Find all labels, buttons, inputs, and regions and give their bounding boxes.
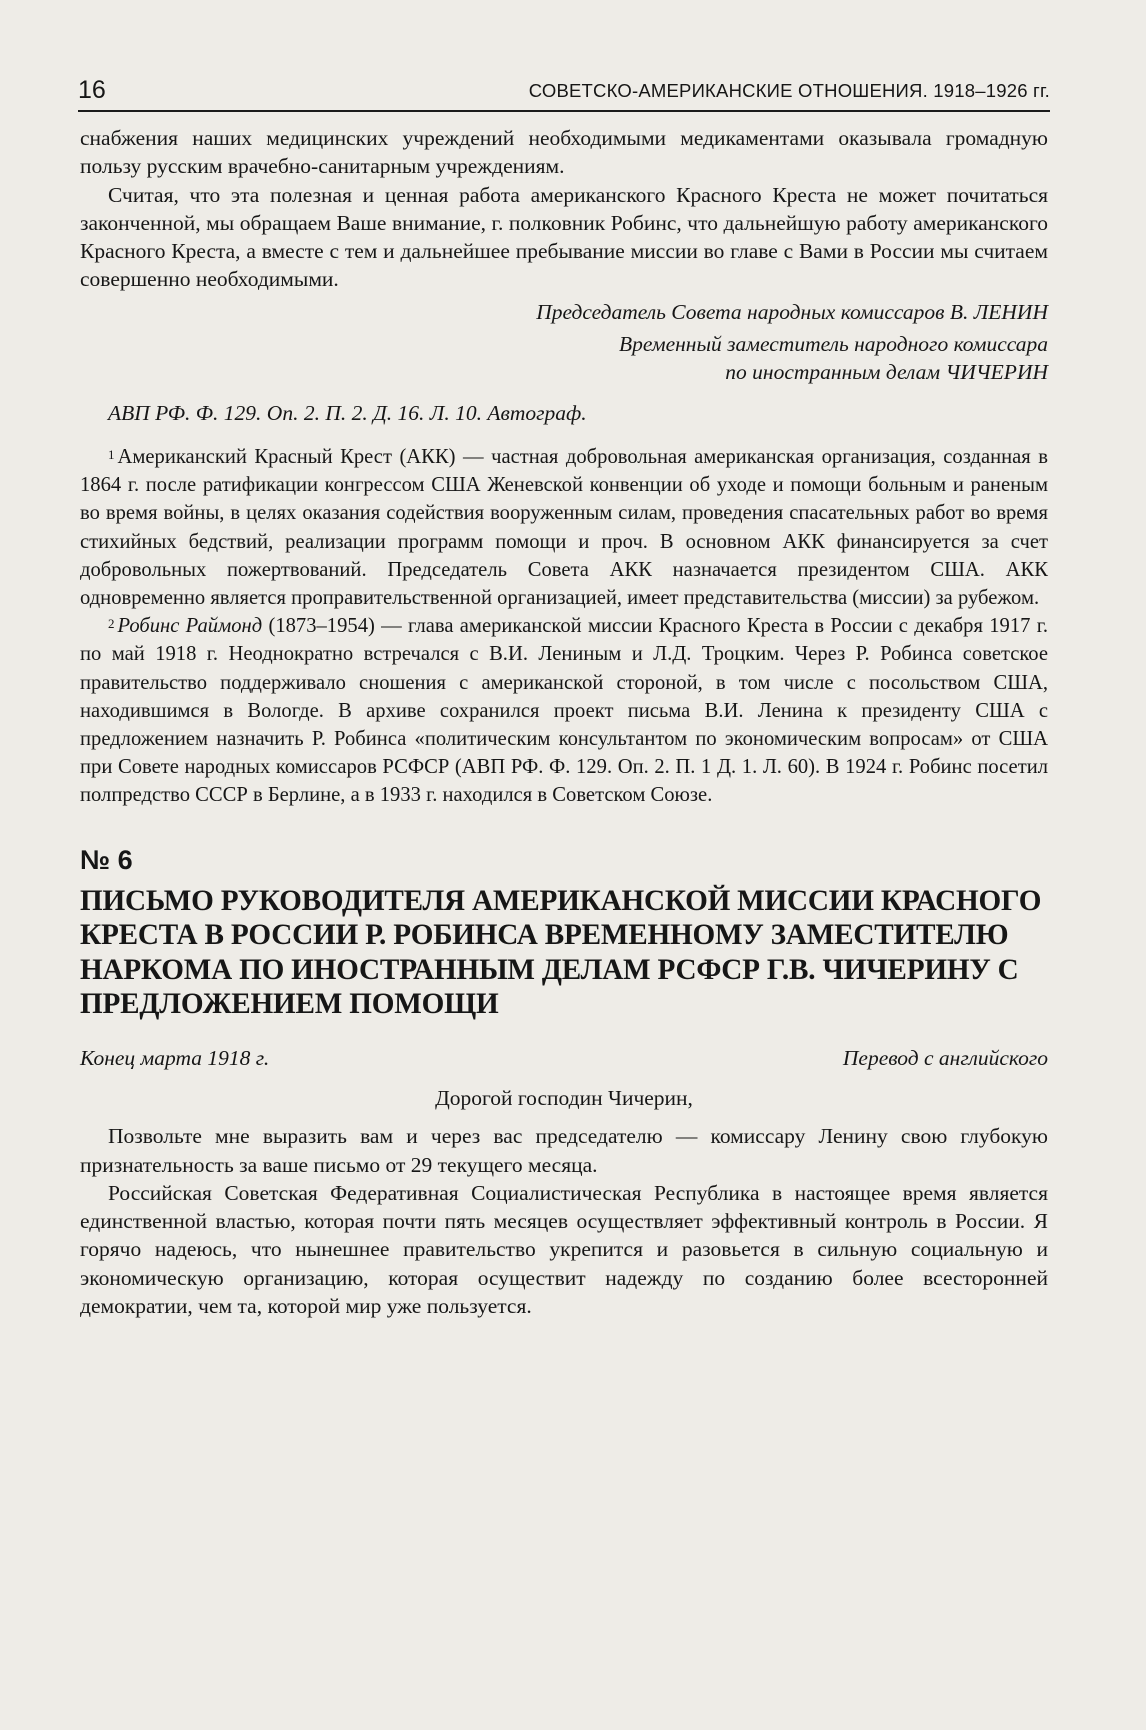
- footnote-1: [80, 443, 1048, 612]
- footnote-2-mark: 2: [108, 616, 115, 632]
- footnote-2-text: (1873–1954) — глава американской миссии Красного Креста в России с декабря 1917 г. по май 1918 г. Неоднократно встречался с В.И. Лениным и Л.Д. Троцким. Через Р. Робинса советское правительство поддерживало сношения с американской стороной, в том числе с посольством США, находившимся в Вологде. В архиве сохранился проект письма В.И. Ленина к президенту США с предложением назначить Р. Робинса «политическим консультантом по экономическим вопросам» от США при Совете народных комиссаров РСФСР (АВП РФ. Ф. 129. Оп. 2. П. 1 Д. 1. Л. 60). В 1924 г. Робинс посетил полпредство СССР в Берлине, а в 1933 г. находился в Советском Союзе.: [80, 615, 1049, 807]
- letter-salutation: Дорогой господин Чичерин,: [435, 1085, 693, 1110]
- body-paragraph: Считая, что эта полезная и ценная работа американского Красного Креста не может почитаться законченной, мы обращаем Ваше внимание, г. полковник Робинс, что дальнейшую работу американского Красного Креста, а вместе с тем и дальнейшее пребывание миссии во главе с Вами в России мы считаем совершенно необходимыми.: [80, 182, 1048, 292]
- signature-chicherin: по иностранным делам ЧИЧЕРИН: [725, 360, 1048, 385]
- signature-chicherin-title: Временный заместитель народного комиссара: [618, 332, 1048, 357]
- document-number: № 6: [80, 844, 133, 875]
- document-title: ПИСЬМО РУКОВОДИТЕЛЯ АМЕРИКАНСКОЙ МИССИИ КРАСНОГО КРЕСТА В РОССИИ Р. РОБИНСА ВРЕМЕННОМУ ЗАМЕСТИТЕЛЮ НАРКОМА ПО ИНОСТРАННЫМ ДЕЛАМ РСФСР Г.В. ЧИЧЕРИНУ С ПРЕДЛОЖЕНИЕМ ПОМОЩИ: [80, 884, 1042, 1021]
- letter-paragraph: Позвольте мне выразить вам и через вас председателю — комиссару Ленину свою глубокую признательность за ваше письмо от 29 текущего месяца.: [80, 1124, 1048, 1177]
- page-number: 16: [78, 76, 106, 104]
- running-head: СОВЕТСКО-АМЕРИКАНСКИЕ ОТНОШЕНИЯ. 1918–1926 гг.: [528, 80, 1050, 101]
- footnote-1-text: Американский Красный Крест (АКК) — частная добровольная американская организация, созданная в 1864 г. после ратификации конгрессом США Женевской конвенции об уходе и помощи больным и раненым во время войны, в целях оказания содействия вооруженным силам, проведения спасательных работ во время стихийных бедствий, реализации программ помощи и проч. В основном АКК финансируется за счет добровольных пожертвований. Председатель Совета АКК назначается президентом США. АКК одновременно является проправительственной организацией, имеет представительства (миссии) за рубежом.: [80, 445, 1048, 609]
- archive-reference: АВП РФ. Ф. 129. Оп. 2. П. 2. Д. 16. Л. 10. Автограф.: [108, 400, 587, 425]
- translation-note: Перевод с английского: [842, 1045, 1048, 1070]
- document-date: Конец марта 1918 г.: [80, 1045, 270, 1070]
- footnote-2: [80, 612, 1048, 809]
- letter-paragraph: Российская Советская Федеративная Социалистическая Республика в настоящее время является единственной властью, которая почти пять месяцев осуществляет эффективный контроль в России. Я горячо надеюсь, что нынешнее правительство укрепится и разовьется в сильную социальную и экономическую организацию, которая осуществит надежду по созданию более всесторонней демократии, чем та, которой мир уже пользуется.: [80, 1180, 1048, 1318]
- signature-lenin: Председатель Совета народных комиссаров В. ЛЕНИН: [536, 299, 1048, 324]
- footnote-1-mark: 1: [108, 446, 115, 462]
- footnote-2-name: Робинс Раймонд: [117, 615, 263, 638]
- page-content: [80, 124, 1048, 1320]
- document-meta: [80, 1044, 1048, 1072]
- body-paragraph-continued: снабжения наших медицинских учреждений необходимыми медикаментами оказывала громадную пользу русским врачебно-санитарным учреждениям.: [80, 126, 1048, 179]
- page-header: [78, 76, 1050, 112]
